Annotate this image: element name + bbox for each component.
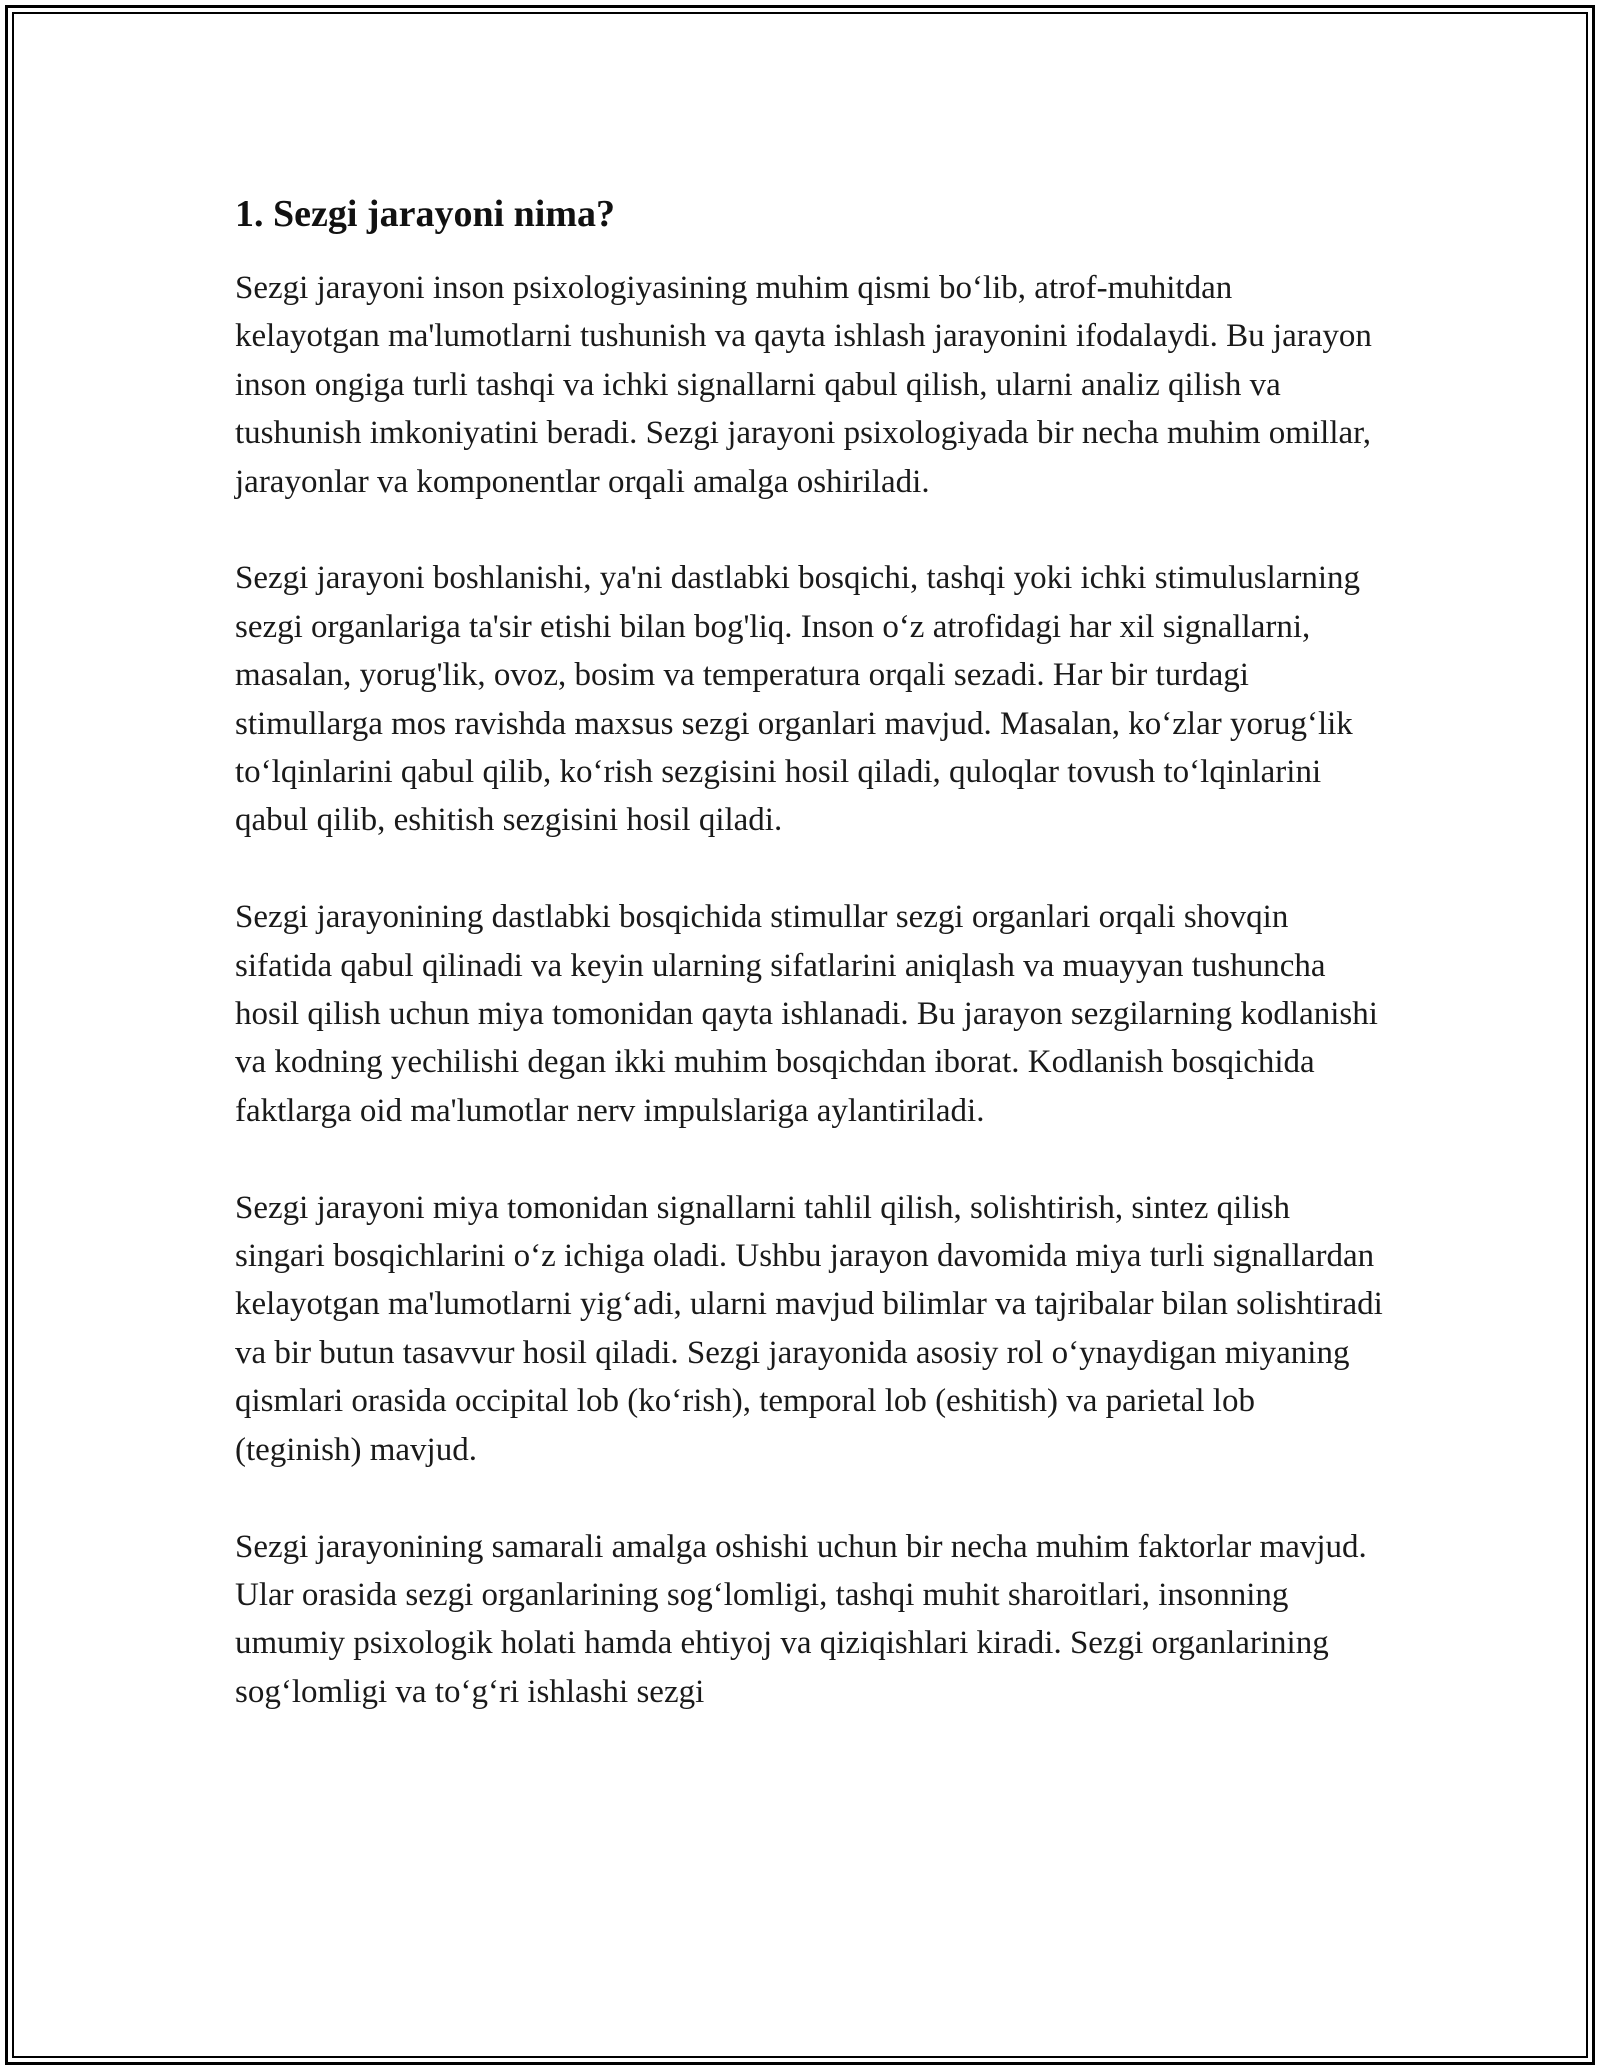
paragraph-3: Sezgi jarayonining dastlabki bosqichida stimullar sezgi organlari orqali shovqin sifatida qabul qilinadi va keyin ularning sifatlarini aniqlash va muayyan tushuncha hosil qilish uchun miya tomonidan qayta ishlanadi. Bu jarayon sezgilarning kodlanishi va kodning yechilishi degan ikki muhim bosqichdan iborat. Kodlanish bosqichida faktlarga oid ma'lumotlar nerv impulslariga aylantiriladi. xyxy=(235,899,1378,1129)
document-body xyxy=(235,186,1385,1716)
paragraph-4: Sezgi jarayoni miya tomonidan signallarni tahlil qilish, solishtirish, sintez qilish singari bosqichlarini o‘z ichiga oladi. Ushbu jarayon davomida miya turli signallardan kelayotgan ma'lumotlarni yig‘adi, ularni mavjud bilimlar va tajribalar bilan solishtiradi va bir butun tasavvur hosil qiladi. Sezgi jarayonida asosiy rol o‘ynaydigan miyaning qismlari orasida occipital lob (ko‘rish), temporal lob (eshitish) va parietal lob (teginish) mavjud. xyxy=(235,1189,1383,1468)
paragraph-5: Sezgi jarayonining samarali amalga oshishi uchun bir necha muhim faktorlar mavjud. Ular orasida sezgi organlarining sog‘lomligi, tashqi muhit sharoitlari, insonning umumiy psixologik holati hamda ehtiyoj va qiziqishlari kiradi. Sezgi organlarining sog‘lomligi va to‘g‘ri ishlashi sezgi xyxy=(235,1528,1367,1710)
section-heading: 1. Sezgi jarayoni nima? xyxy=(235,193,615,235)
paragraph-1: Sezgi jarayoni inson psixologiyasining muhim qismi bo‘lib, atrof-muhitdan kelayotgan ma'lumotlarni tushunish va qayta ishlash jarayonini ifodalaydi. Bu jarayon inson ongiga turli tashqi va ichki signallarni qabul qilish, ularni analiz qilish va tushunish imkoniyatini beradi. Sezgi jarayoni psixologiyada bir necha muhim omillar, jarayonlar va komponentlar orqali amalga oshiriladi. xyxy=(235,270,1372,500)
paragraph-2: Sezgi jarayoni boshlanishi, ya'ni dastlabki bosqichi, tashqi yoki ichki stimuluslarning sezgi organlariga ta'sir etishi bilan bog'liq. Inson o‘z atrofidagi har xil signallarni, masalan, yorug'lik, ovoz, bosim va temperatura orqali sezadi. Har bir turdagi stimullarga mos ravishda maxsus sezgi organlari mavjud. Masalan, ko‘zlar yorug‘lik to‘lqinlarini qabul qilib, ko‘rish sezgisini hosil qiladi, quloqlar tovush to‘lqinlarini qabul qilib, eshitish sezgisini hosil qiladi. xyxy=(235,560,1361,839)
